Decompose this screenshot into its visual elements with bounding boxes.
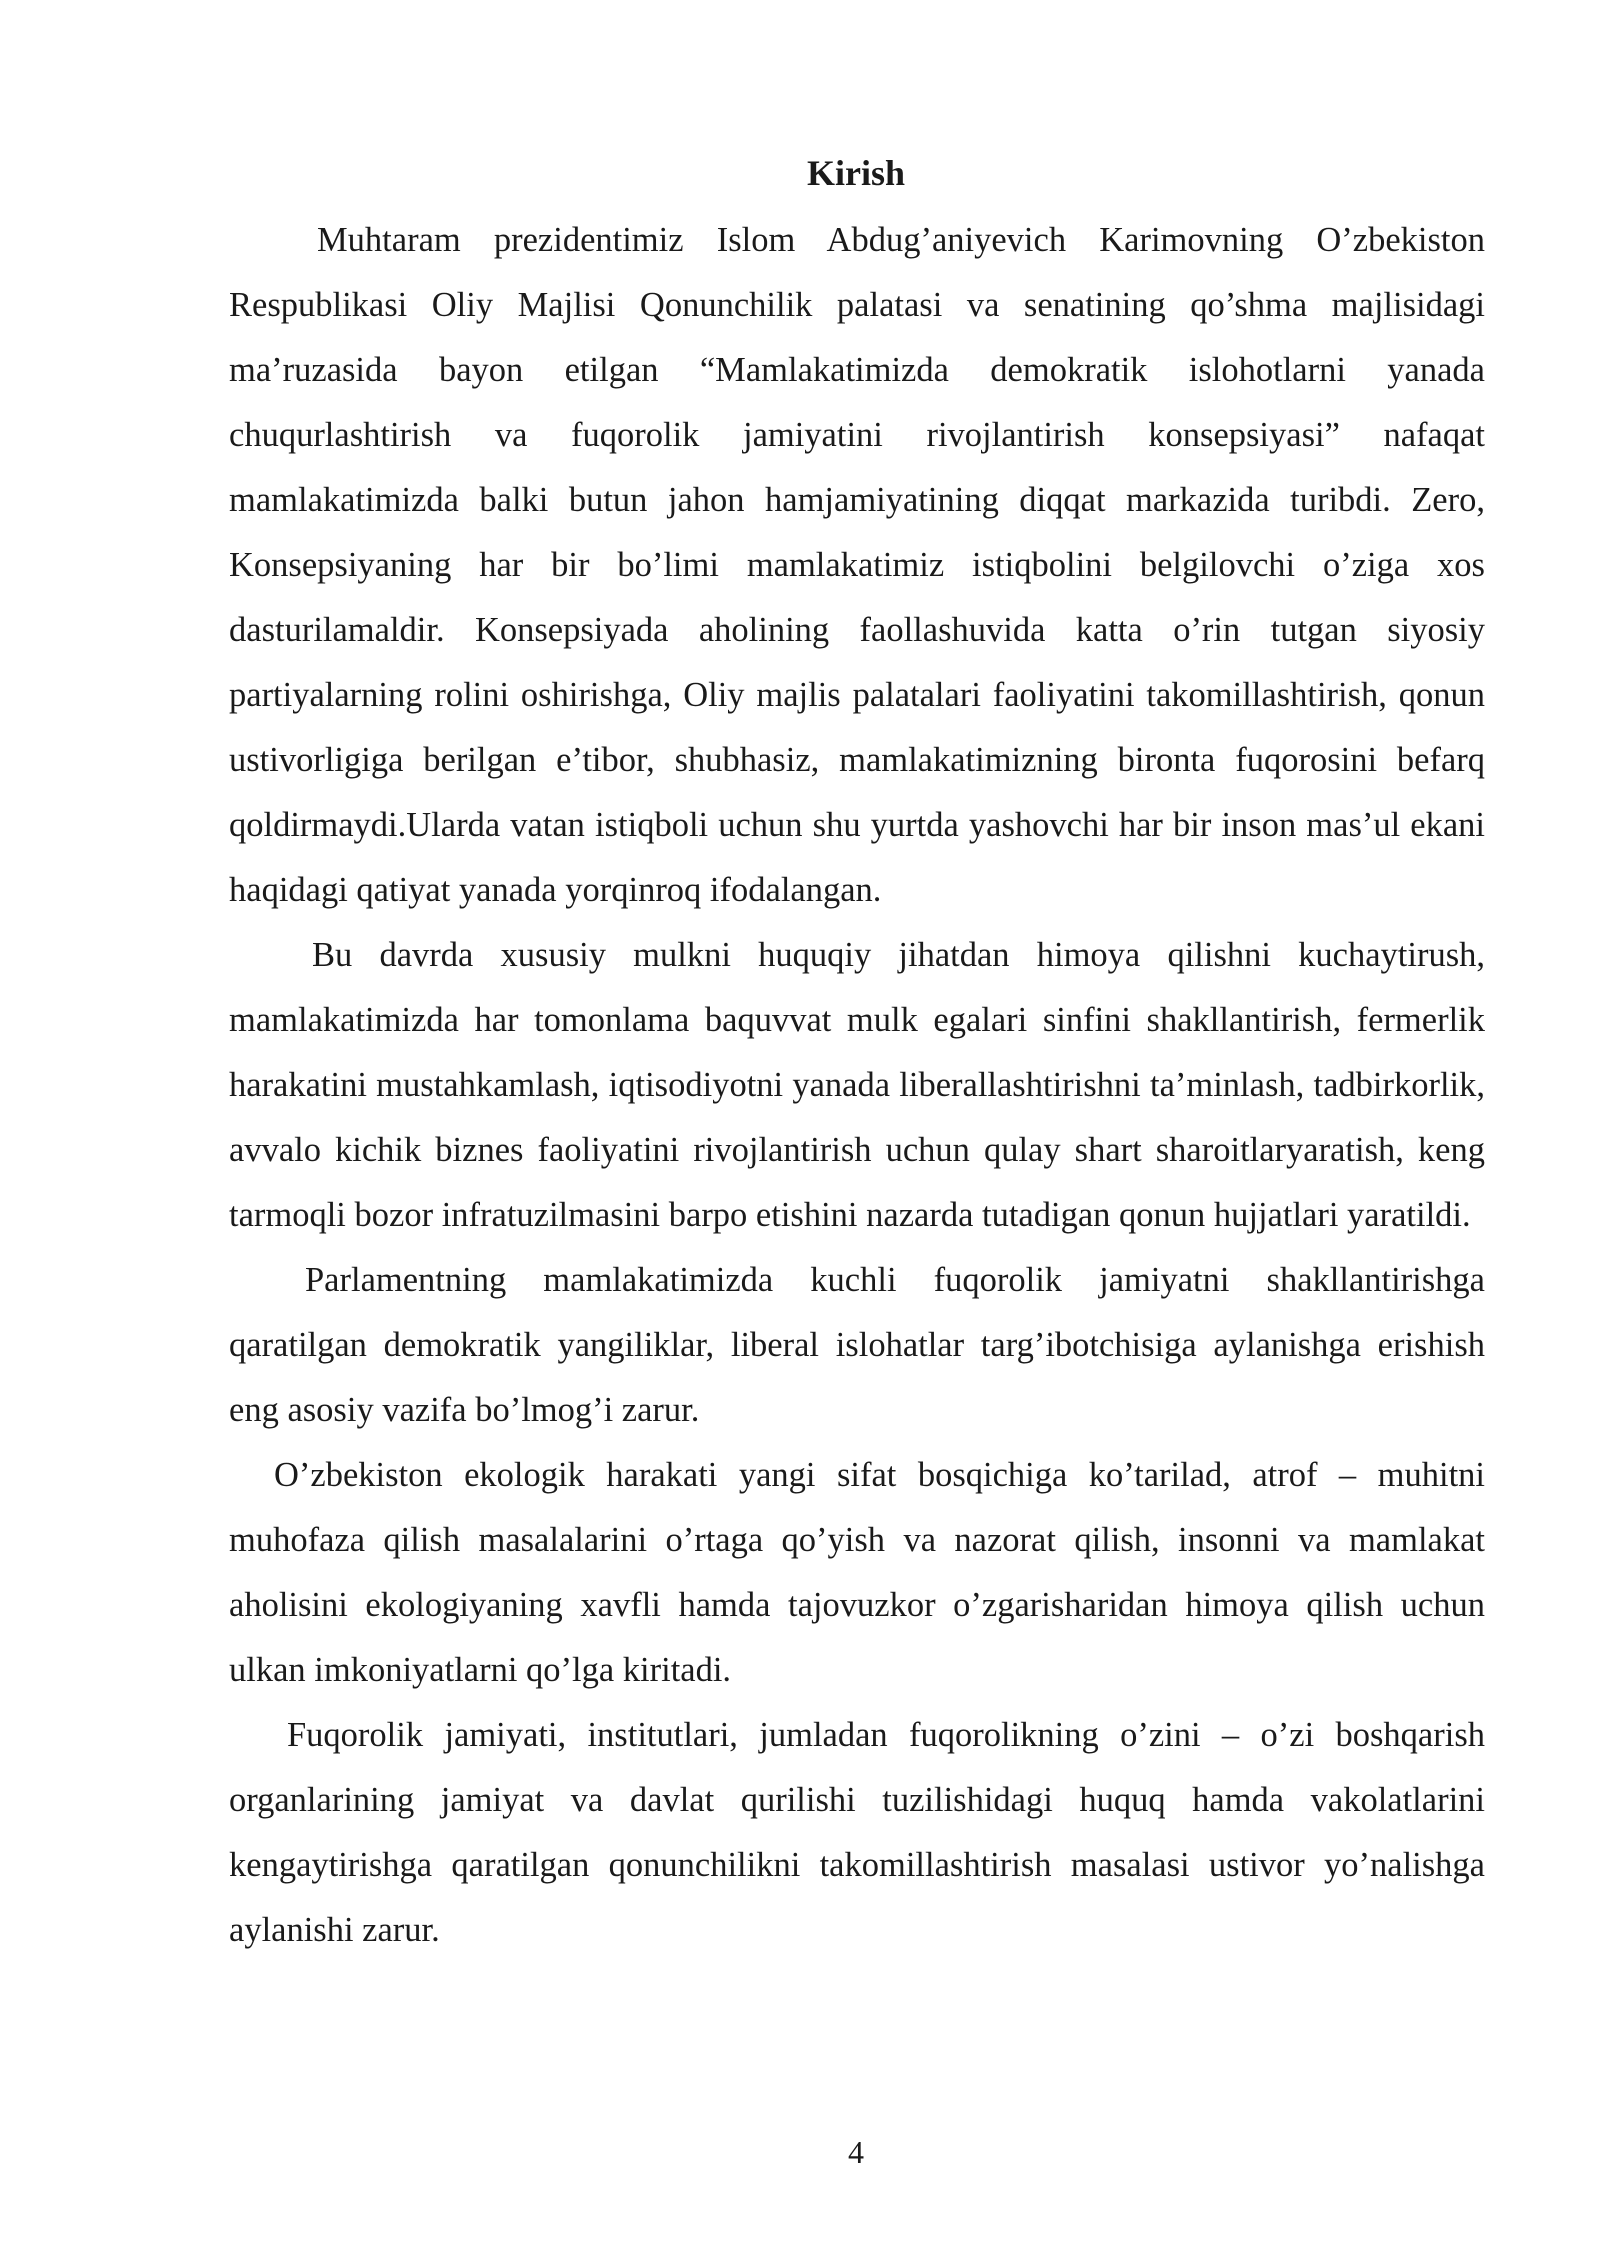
paragraph-4: O’zbekiston ekologik harakati yangi sifat bosqichiga ko’tarilad, atrof – muhitni muhofaza qilish masalalarini o’rtaga qo’yish va nazorat qilish, insonni va mamlakat aholisini ekologiyaning xavfli hamda tajovuzkor o’zgarisharidan himoya qilish uchun ulkan imkoniyatlarni qo’lga kiritadi. bbox=[229, 1456, 1485, 1689]
paragraph-2: Bu davrda xususiy mulkni huquqiy jihatdan himoya qilishni kuchaytirush, mamlakatimizda har tomonlama baquvvat mulk egalari sinfini shakllantirish, fermerlik harakatini mustahkamlash, iqtisodiyotni yanada liberallashtirishni ta’minlash, tadbirkorlik, avvalo kichik biznes faoliyatini rivojlantirish uchun qulay shart sharoitlaryaratish, keng tarmoqli bozor infratuzilmasini barpo etishini nazarda tutadigan qonun hujjatlari yaratildi. bbox=[229, 936, 1485, 1234]
section-heading: Kirish bbox=[806, 153, 905, 193]
paragraph-5: Fuqorolik jamiyati, institutlari, jumladan fuqorolikning o’zini – o’zi boshqarish organlarining jamiyat va davlat qurilishi tuzilishidagi huquq hamda vakolatlarini kengaytirishga qaratilgan qonunchilikni takomillashtirish masalasi ustivor yo’nalishga aylanishi zarur. bbox=[229, 1716, 1485, 1949]
paragraph-3: Parlamentning mamlakatimizda kuchli fuqorolik jamiyatni shakllantirishga qaratilgan demokratik yangiliklar, liberal islohatlar targ’ibotchisiga aylanishga erishish eng asosiy vazifa bo’lmog’i zarur. bbox=[229, 1261, 1485, 1429]
body-text bbox=[229, 208, 1485, 1963]
page-number: 4 bbox=[848, 2134, 864, 2170]
paragraph-1: Muhtaram prezidentimiz Islom Abdug’aniyevich Karimovning O’zbekiston Respublikasi Oliy Majlisi Qonunchilik palatasi va senatining qo’shma majlisidagi ma’ruzasida bayon etilgan “Mamlakatimizda demokratik islohotlarni yanada chuqurlashtirish va fuqorolik jamiyatini rivojlantirish konsepsiyasi” nafaqat mamlakatimizda balki butun jahon hamjamiyatining diqqat markazida turibdi. Zero, Konsepsiyaning har bir bo’limi mamlakatimiz istiqbolini belgilovchi o’ziga xos dasturilamaldir. Konsepsiyada aholining faollashuvida katta o’rin tutgan siyosiy partiyalarning rolini oshirishga, Oliy majlis palatalari faoliyatini takomillashtirish, qonun ustivorligiga berilgan e’tibor, shubhasiz, mamlakatimizning bironta fuqorosini befarq qoldirmaydi.Ularda vatan istiqboli uchun shu yurtda yashovchi har bir inson mas’ul ekani haqidagi qatiyat yanada yorqinroq ifodalangan. bbox=[229, 221, 1485, 909]
